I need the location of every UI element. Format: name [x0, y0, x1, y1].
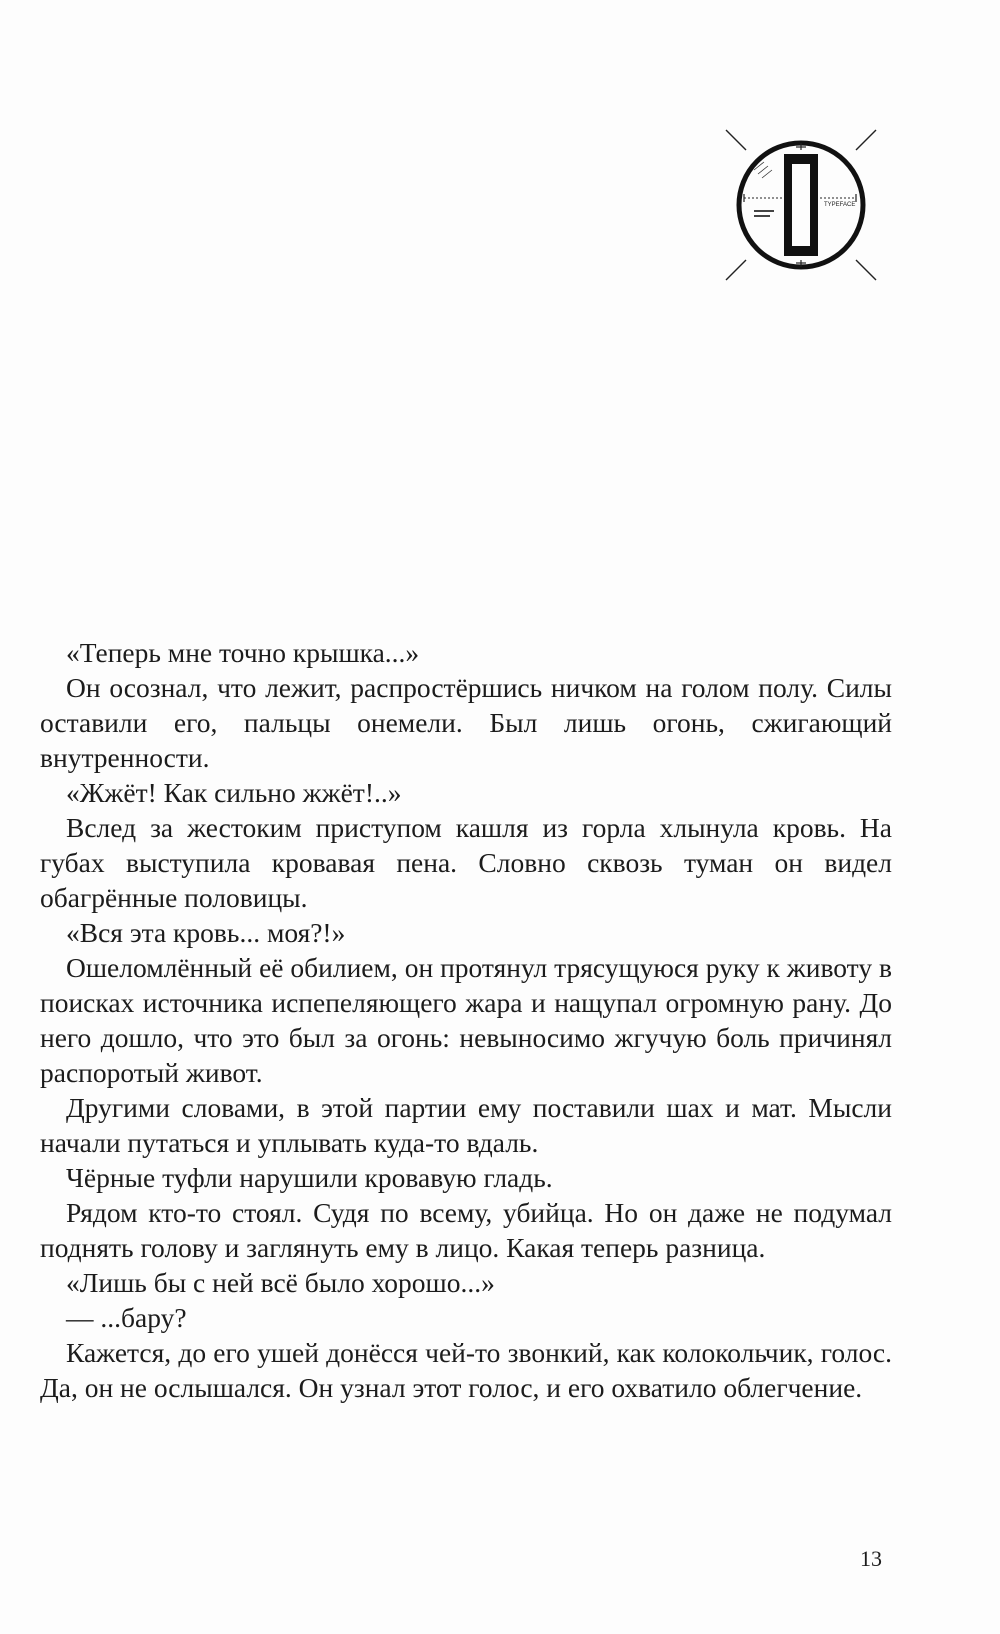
body-text — [40, 635, 892, 1405]
paragraph: «Жжёт! Как сильно жжёт!..» — [66, 777, 402, 808]
paragraph: «Теперь мне точно крышка...» — [66, 637, 420, 668]
paragraph: «Лишь бы с ней всё было хорошо...» — [66, 1267, 495, 1298]
paragraph: Другими словами, в этой партии ему поставили шах и мат. Мысли начали путаться и уплывать куда-то вдаль. — [40, 1092, 892, 1158]
paragraph: Вслед за жестоким приступом кашля из горла хлынула кровь. На губах выступила кровавая пена. Словно сквозь туман он видел обагрённые половицы. — [40, 812, 892, 913]
crosshair-zero-icon — [724, 128, 878, 282]
paragraph: Ошеломлённый её обилием, он протянул трясущуюся руку к животу в поисках источника испепеляющего жара и нащупал огромную рану. До него дошло, что это был за огонь: невыносимо жгучую боль причинял распоротый живот. — [40, 952, 892, 1088]
paragraph: Кажется, до его ушей донёсся чей-то звонкий, как колокольчик, голос. Да, он не ослышался. Он узнал этот голос, и его охватило облегчение. — [40, 1337, 892, 1403]
paragraph: Чёрные туфли нарушили кровавую гладь. — [66, 1162, 553, 1193]
paragraph: Рядом кто-то стоял. Судя по всему, убийца. Но он даже не подумал поднять голову и заглянуть ему в лицо. Какая теперь разница. — [40, 1197, 892, 1263]
paragraph: «Вся эта кровь... моя?!» — [66, 917, 346, 948]
chapter-emblem-icon — [724, 128, 878, 282]
paragraph: — ...бару? — [66, 1302, 187, 1333]
page-number: 13 — [860, 1546, 882, 1571]
paragraph: Он осознал, что лежит, распростёршись ничком на голом полу. Силы оставили его, пальцы онемели. Был лишь огонь, сжигающий внутренности. — [40, 672, 892, 773]
svg-text:TYPEFACE: TYPEFACE — [824, 202, 856, 208]
